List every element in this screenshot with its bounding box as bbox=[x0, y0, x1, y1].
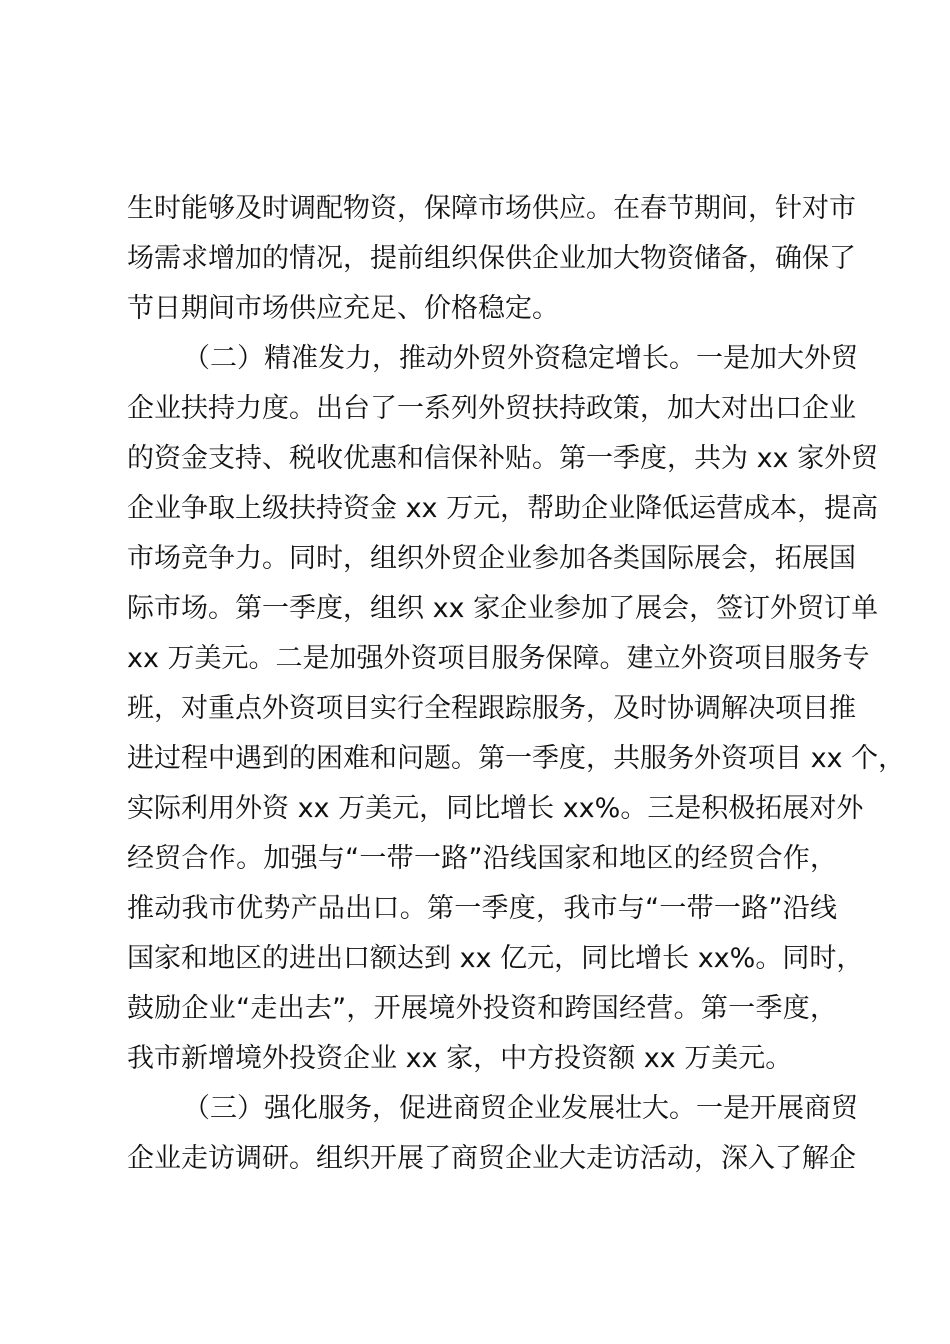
text-line: 经贸合作。加强与“一带一路”沿线国家和地区的经贸合作， bbox=[127, 843, 837, 874]
text-line: 企业走访调研。组织开展了商贸企业大走访活动，深入了解企 bbox=[127, 1143, 856, 1174]
text-line: 际市场。第一季度，组织 xx 家企业参加了展会，签订外贸订单 bbox=[127, 593, 879, 624]
text-line: 国家和地区的进出口额达到 xx 亿元，同比增长 xx%。同时， bbox=[127, 943, 864, 974]
text-line: 节日期间市场供应充足、价格稳定。 bbox=[127, 293, 559, 324]
text-line: 企业争取上级扶持资金 xx 万元，帮助企业降低运营成本，提高 bbox=[127, 493, 879, 524]
section-heading-line: （三）强化服务，促进商贸企业发展壮大。一是开展商贸 bbox=[183, 1093, 858, 1124]
text-line: 场需求增加的情况，提前组织保供企业加大物资储备，确保了 bbox=[127, 243, 856, 274]
text-line: 企业扶持力度。出台了一系列外贸扶持政策，加大对出口企业 bbox=[127, 393, 856, 424]
text-line: 的资金支持、税收优惠和信保补贴。第一季度，共为 xx 家外贸 bbox=[127, 443, 879, 474]
text-line: xx 万美元。二是加强外资项目服务保障。建立外资项目服务专 bbox=[127, 643, 870, 674]
text-line: 生时能够及时调配物资，保障市场供应。在春节期间，针对市 bbox=[127, 193, 856, 224]
body-text bbox=[127, 184, 906, 1184]
text-line: 我市新增境外投资企业 xx 家，中方投资额 xx 万美元。 bbox=[127, 1043, 793, 1074]
text-line: 实际利用外资 xx 万美元，同比增长 xx%。三是积极拓展对外 bbox=[127, 793, 864, 824]
section-heading-line: （二）精准发力，推动外贸外资稳定增长。一是加大外贸 bbox=[183, 343, 858, 374]
text-line: 班，对重点外资项目实行全程跟踪服务，及时协调解决项目推 bbox=[127, 693, 856, 724]
text-line: 市场竞争力。同时，组织外贸企业参加各类国际展会，拓展国 bbox=[127, 543, 856, 574]
text-line: 推动我市优势产品出口。第一季度，我市与“一带一路”沿线 bbox=[127, 893, 837, 924]
text-line: 进过程中遇到的困难和问题。第一季度，共服务外资项目 xx 个， bbox=[127, 743, 906, 774]
text-line: 鼓励企业“走出去”，开展境外投资和跨国经营。第一季度， bbox=[127, 993, 837, 1024]
